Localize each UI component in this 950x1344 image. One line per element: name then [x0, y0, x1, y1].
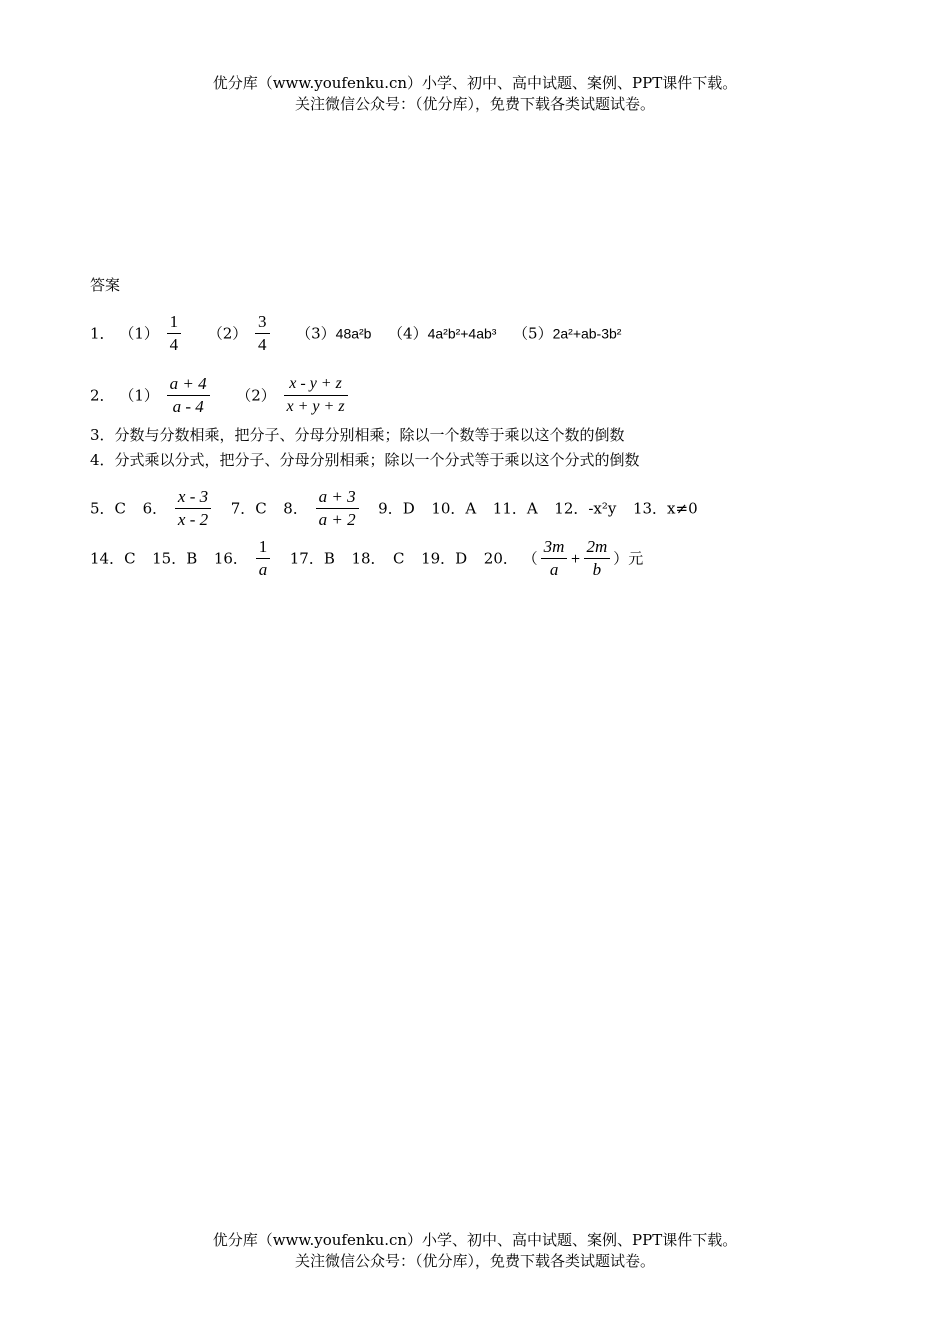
answer-18: 18． C: [351, 549, 405, 568]
answer-11: 11．A: [492, 499, 538, 518]
answer-q5-13: [90, 486, 698, 529]
q20-open-paren: （: [522, 549, 538, 568]
q1-part4-label: （4）: [388, 324, 428, 343]
q16-fraction: [256, 536, 271, 581]
answer-q1: [90, 311, 622, 354]
fraction-numerator: a + 4: [167, 373, 210, 396]
q1-part1-label: （1）: [119, 324, 159, 343]
q2-part1-label: （1）: [119, 386, 159, 405]
fraction-denominator: a + 2: [318, 510, 356, 529]
fraction-numerator: x - y + z: [284, 373, 348, 396]
q1-fraction-2: [255, 311, 270, 356]
answer-q3: 3．分数与分数相乘，把分子、分母分别相乘；除以一个数等于乘以这个数的倒数: [90, 426, 625, 444]
q2-number: 2．: [90, 386, 115, 405]
q20-fraction-b: [584, 536, 611, 581]
q8-fraction: [316, 486, 359, 531]
answer-14: 14．C: [90, 549, 136, 568]
fraction-denominator: x + y + z: [286, 398, 345, 415]
q6-number: 6．: [142, 499, 168, 518]
fraction-denominator: 4: [258, 335, 267, 354]
q2-fraction-1: [167, 373, 210, 418]
q1-answer-4: 4a²b²+4ab³: [427, 325, 497, 342]
header-line-2: 关注微信公众号：（优分库），免费下载各类试题试卷。: [294, 95, 655, 113]
fraction-numerator: x - 3: [175, 486, 211, 509]
answer-17: 17．B: [289, 549, 335, 568]
q1-answer-5: 2a²+ab-3b²: [552, 325, 622, 342]
fraction-numerator: a + 3: [316, 486, 359, 509]
q1-part2-label: （2）: [207, 324, 248, 343]
q16-number: 16．: [213, 549, 248, 568]
fraction-denominator: 4: [169, 335, 179, 354]
footer-line-1: 优分库（www.youfenku.cn）小学、初中、高中试题、案例、PPT课件下载。: [212, 1231, 738, 1249]
fraction-denominator: x - 2: [177, 510, 209, 529]
answer-q4: 4．分式乘以分式，把分子、分母分别相乘；除以一个分式等于乘以这个分式的倒数: [90, 451, 640, 469]
q20-plus: +: [570, 551, 581, 566]
fraction-numerator: 3: [255, 311, 270, 334]
answer-19: 19．D: [421, 549, 468, 568]
q20-number: 20．: [483, 549, 518, 568]
fraction-denominator: a: [258, 560, 268, 579]
answer-title: 答案: [90, 276, 121, 294]
q1-part3-label: （3）: [296, 324, 336, 343]
page-footer: [0, 1230, 950, 1272]
fraction-denominator: a - 4: [172, 397, 204, 416]
answer-13: 13．x≠0: [632, 499, 698, 518]
q2-fraction-2: [284, 373, 348, 418]
q6-fraction: [175, 486, 211, 531]
fraction-numerator: 1: [256, 536, 271, 559]
fraction-denominator: b: [592, 560, 602, 579]
answer-9: 9．D: [378, 499, 415, 518]
fraction-denominator: a: [549, 560, 559, 579]
answer-15: 15．B: [152, 549, 198, 568]
answer-q2: [90, 373, 351, 416]
answer-7: 7．C: [230, 499, 267, 518]
q1-fraction-1: [167, 311, 182, 356]
q1-part5-label: （5）: [513, 324, 553, 343]
q1-answer-3: 48a²b: [335, 325, 372, 342]
q20-fraction-a: [541, 536, 568, 581]
fraction-numerator: 1: [167, 311, 182, 334]
q20-close-unit: ）元: [613, 549, 644, 568]
q1-number: 1．: [90, 324, 115, 343]
page-header: [0, 73, 950, 115]
answer-10: 10．A: [431, 499, 477, 518]
fraction-numerator: 2m: [584, 536, 611, 559]
answer-12: 12．-x²y: [554, 499, 617, 518]
header-line-1: 优分库（www.youfenku.cn）小学、初中、高中试题、案例、PPT课件下载。: [212, 74, 738, 92]
fraction-numerator: 3m: [541, 536, 568, 559]
answer-q14-20: [90, 536, 644, 579]
answer-5: 5．C: [90, 499, 127, 518]
footer-line-2: 关注微信公众号：（优分库），免费下载各类试题试卷。: [294, 1252, 655, 1270]
q8-number: 8．: [283, 499, 308, 518]
q2-part2-label: （2）: [236, 386, 276, 405]
